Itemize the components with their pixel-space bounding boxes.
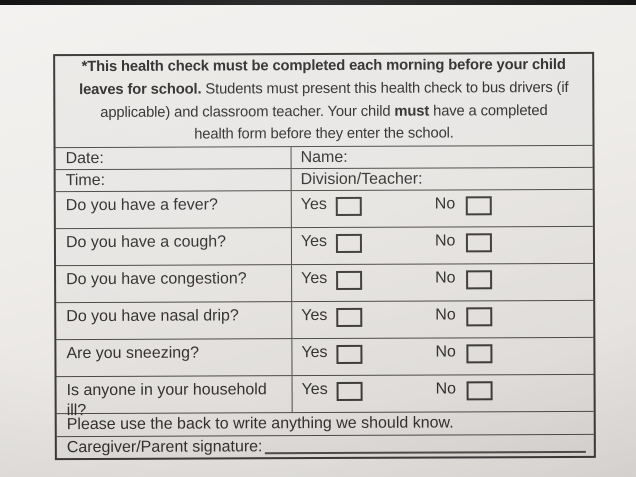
yes-checkbox-congestion[interactable]: [336, 271, 362, 290]
answer-cell: [292, 301, 593, 338]
question-label: Do you have nasal drip?: [56, 302, 292, 339]
answer-cell: [292, 264, 593, 301]
question-row-cough: [56, 226, 593, 265]
answer-cell: [292, 227, 593, 264]
no-checkbox-fever[interactable]: [466, 196, 492, 215]
name-field-label: Name:: [300, 148, 348, 167]
answer-cell: [293, 375, 594, 412]
date-name-row: [56, 145, 593, 169]
question-label: Do you have a cough?: [56, 228, 292, 265]
yes-checkbox-fever[interactable]: [336, 197, 362, 216]
no-label: No: [435, 380, 457, 398]
yes-label: Yes: [301, 343, 328, 362]
date-field-label: Date:: [56, 147, 292, 169]
question-label: Are you sneezing?: [56, 339, 292, 376]
yes-label: Yes: [301, 380, 328, 399]
header-text-segment: must: [394, 103, 430, 120]
header-text-segment: Students must present this health check to bus drivers (if: [201, 79, 569, 98]
no-label: No: [435, 269, 456, 287]
health-check-form-table: [53, 52, 596, 460]
header-text-segment: applicable) and classroom teacher. Your child: [100, 103, 395, 121]
no-checkbox-nasal-drip[interactable]: [466, 307, 492, 326]
form-header-row: [55, 54, 592, 147]
question-label: Is anyone in your household ill?: [57, 376, 293, 413]
no-label: No: [434, 195, 456, 213]
question-row-household-ill: [57, 374, 594, 420]
division-teacher-field-label: Division/Teacher:: [300, 170, 423, 189]
time-division-row: [56, 167, 593, 191]
yes-checkbox-cough[interactable]: [336, 234, 362, 253]
answer-cell: [292, 190, 593, 227]
header-text-segment: health form before they enter the school.: [194, 125, 454, 143]
no-label: No: [435, 306, 456, 324]
yes-checkbox-nasal-drip[interactable]: [336, 308, 362, 327]
form-header: [55, 54, 592, 147]
header-text-segment: leaves for school.: [79, 81, 202, 98]
no-checkbox-cough[interactable]: [466, 233, 492, 252]
header-line-1: [82, 54, 566, 79]
signature-cell: [57, 435, 594, 458]
yes-label: Yes: [301, 306, 328, 325]
header-line-4: [194, 123, 454, 147]
no-label: No: [435, 343, 456, 361]
signature-line[interactable]: [264, 436, 585, 454]
question-label: Do you have a fever?: [56, 191, 292, 228]
note-row: [57, 411, 594, 436]
question-row-fever: [56, 189, 593, 228]
yes-checkbox-household-ill[interactable]: [337, 382, 363, 401]
question-row-nasal-drip: [56, 300, 593, 339]
question-label: Do you have congestion?: [56, 265, 292, 302]
time-field-label: Time:: [56, 169, 292, 191]
no-checkbox-household-ill[interactable]: [467, 381, 493, 400]
yes-checkbox-sneezing[interactable]: [336, 345, 362, 364]
header-text-segment: *This health check must be completed each morning before your child: [81, 57, 566, 76]
yes-label: Yes: [300, 195, 327, 214]
header-text-segment: have a completed: [429, 102, 548, 120]
signature-label: Caregiver/Parent signature:: [66, 438, 263, 457]
desk-edge-strip: [0, 0, 636, 5]
yes-label: Yes: [300, 232, 328, 251]
no-checkbox-sneezing[interactable]: [466, 344, 492, 363]
signature-row: [57, 434, 594, 458]
question-row-congestion: [56, 263, 593, 302]
header-line-2: [79, 77, 568, 102]
no-checkbox-congestion[interactable]: [466, 270, 492, 289]
answer-cell: [292, 338, 593, 375]
yes-label: Yes: [301, 269, 328, 288]
header-line-3: [100, 100, 547, 125]
no-label: No: [434, 232, 456, 250]
back-of-form-note: Please use the back to write anything we should know.: [66, 414, 454, 434]
question-row-sneezing: [56, 337, 593, 376]
